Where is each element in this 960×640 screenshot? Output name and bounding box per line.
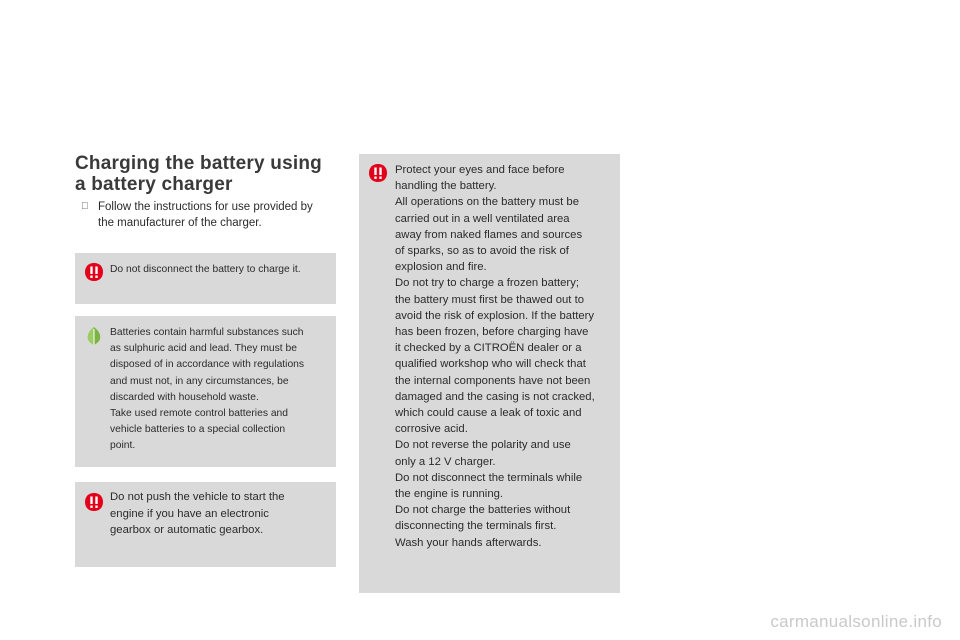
note-line: Batteries contain harmful substances such — [110, 327, 304, 338]
warning-line: of sparks, so as to avoid the risk of — [395, 245, 569, 258]
warning-line: avoid the risk of explosion. If the battery — [395, 309, 595, 322]
warning-box-safety — [359, 154, 620, 593]
warning-line: carried out in a well ventilated area — [395, 212, 570, 225]
warning-line: engine if you have an electronic — [110, 507, 269, 520]
warning-line: Do not reverse the polarity and use — [395, 439, 571, 452]
note-line: point. — [110, 440, 136, 452]
instruction-text — [75, 199, 340, 231]
warning-line: the engine is running. — [395, 488, 504, 501]
warning-box-disconnect — [75, 253, 336, 304]
warning-line: Do not disconnect the terminals while — [395, 471, 583, 484]
environment-note-text — [110, 325, 332, 455]
page-title — [75, 153, 345, 195]
warning-line: Do not charge the batteries without — [395, 504, 571, 517]
warning-line: has been frozen, before charging have — [395, 326, 589, 339]
warning-line: Protect your eyes and face before — [395, 164, 565, 176]
warning-box-push-start — [75, 482, 336, 567]
environment-note-box — [75, 316, 336, 467]
warning-line: corrosive acid. — [395, 423, 468, 436]
warning-line: it checked by a CITROËN dealer or a — [395, 342, 582, 355]
note-line: discarded with household waste. — [110, 391, 259, 403]
warning-line: qualified workshop who will check that — [395, 358, 586, 371]
warning-icon — [84, 262, 104, 282]
watermark: carmanualsonline.info — [770, 612, 942, 631]
note-line: Take used remote control batteries and — [110, 408, 289, 420]
warning-line: Do not try to charge a frozen battery; — [395, 277, 579, 290]
note-line: as sulphuric acid and lead. They must be — [110, 343, 297, 355]
warning-line: Wash your hands afterwards. — [395, 536, 542, 549]
note-line: disposed of in accordance with regulations — [110, 359, 305, 371]
warning-line: the internal components have not been — [395, 374, 591, 387]
note-line: and must not, in any circumstances, be — [110, 375, 289, 387]
warning-line: damaged and the casing is not cracked, — [395, 390, 595, 403]
title-line: Charging the battery using — [75, 153, 322, 174]
warning-text — [395, 162, 617, 551]
instruction-item — [75, 199, 340, 231]
warning-line: which could cause a leak of toxic and — [395, 407, 582, 420]
warning-icon — [368, 163, 388, 183]
warning-line: disconnecting the terminals first. — [395, 520, 557, 533]
warning-icon — [84, 492, 104, 512]
instruction-line: the manufacturer of the charger. — [98, 217, 262, 229]
title-line: a battery charger — [75, 174, 233, 195]
warning-line: away from naked flames and sources — [395, 228, 583, 241]
instruction-line: Follow the instructions for use provided by — [98, 201, 313, 213]
warning-line: explosion and fire. — [395, 261, 487, 274]
warning-text — [110, 489, 332, 539]
note-line: vehicle batteries to a special collection — [110, 424, 286, 436]
warning-line: Do not push the vehicle to start the — [110, 491, 285, 503]
warning-line: only a 12 V charger. — [395, 455, 496, 468]
warning-line: handling the battery. — [395, 180, 497, 193]
warning-text: Do not disconnect the battery to charge it. — [110, 264, 301, 275]
leaf-icon — [84, 326, 104, 346]
warning-line: the battery must first be thawed out to — [395, 293, 585, 306]
warning-line: All operations on the battery must be — [395, 196, 579, 209]
arrow-bullet-icon — [81, 199, 89, 215]
warning-line: gearbox or automatic gearbox. — [110, 524, 264, 536]
